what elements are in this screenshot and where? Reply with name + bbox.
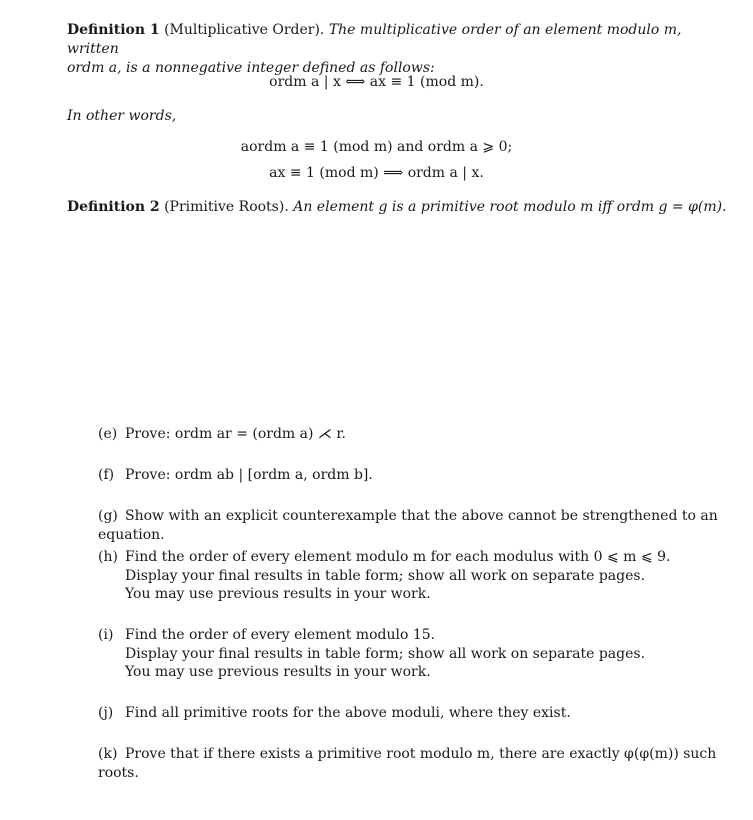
exercise-line: You may use previous results in your work.: [125, 586, 431, 602]
exercise-line: Prove: ordm ab | [ordm a, ordm b].: [125, 467, 373, 483]
exercise-label: (f): [98, 467, 115, 483]
exercise-label: (e): [98, 426, 118, 442]
exercise-line: Prove that if there exists a primitive root modulo m, there are exactly φ(φ(m)) such roots.: [98, 746, 717, 781]
exercise-g: [98, 507, 728, 544]
exercise-line: Show with an explicit counterexample that the above cannot be strengthened to an equation.: [98, 508, 718, 543]
definition-1-text: The multiplicative order of an element modulo m, written: [67, 22, 682, 57]
exercise-line: Prove: ordm ar = (ordm a) ⋌ r.: [125, 426, 346, 442]
exercise-label: (j): [98, 705, 114, 721]
exercise-label: (h): [98, 549, 118, 565]
exercise-f: [98, 466, 728, 485]
exercise-line: Display your final results in table form; show all work on separate pages.: [125, 645, 646, 662]
definition-2-text: An element g is a primitive root modulo m iff ordm g = φ(m).: [293, 199, 727, 215]
definition-1-text-2: ordm a, is a nonnegative integer defined as follows:: [67, 60, 435, 76]
exercise-line: Find all primitive roots for the above moduli, where they exist.: [125, 705, 571, 721]
definition-1: [67, 21, 717, 78]
exercise-line: Find the order of every element modulo m for each modulus with 0 ⩽ m ⩽ 9.: [125, 549, 671, 565]
exercise-k: [98, 745, 728, 782]
exercise-label: (g): [98, 508, 118, 524]
definition-1-title: (Multiplicative Order).: [164, 22, 325, 38]
exercise-label: (k): [98, 746, 118, 762]
definition-2-heading: Definition 2: [67, 199, 160, 215]
equation-1: aordm a ≡ 1 (mod m) and ordm a ⩾ 0;: [240, 139, 513, 155]
exercise-i: [98, 626, 728, 682]
exercise-e: [98, 425, 728, 444]
exercise-line: Display your final results in table form; show all work on separate pages.: [125, 567, 646, 584]
exercise-line: You may use previous results in your work.: [125, 664, 431, 680]
definition-1-line-1: [67, 21, 717, 59]
exercise-label: (i): [98, 627, 114, 643]
equation-2: ax ≡ 1 (mod m) ⟹ ordm a | x.: [269, 165, 484, 181]
definition-1-formula: ordm a | x ⟺ ax ≡ 1 (mod m).: [269, 74, 484, 90]
definition-2: [67, 198, 727, 217]
exercise-line: Find the order of every element modulo 15.: [125, 627, 436, 643]
definition-1-heading: Definition 1: [67, 22, 160, 38]
exercise-j: [98, 704, 728, 723]
intro-text: In other words,: [67, 108, 177, 124]
definition-2-title: (Primitive Roots).: [164, 199, 289, 215]
exercise-h: [98, 548, 728, 604]
